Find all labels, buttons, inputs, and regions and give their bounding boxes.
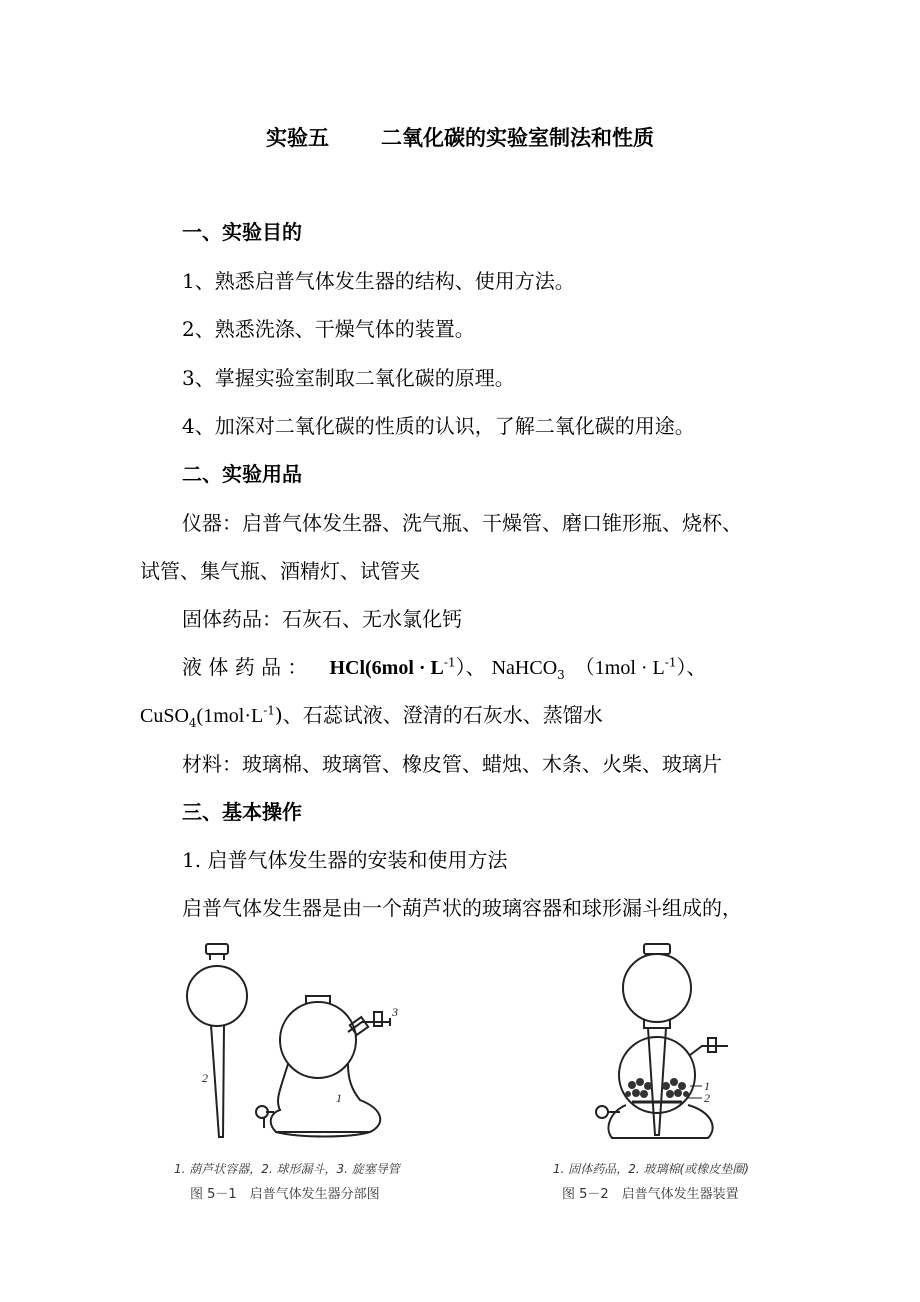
section-heading-operations: 三、基本操作 <box>182 800 302 824</box>
funnel-bulb <box>623 954 691 1022</box>
funnel-stopper <box>206 944 228 954</box>
funnel-stopper <box>644 944 670 954</box>
separator: ）、 <box>676 655 707 679</box>
liquid-reagents-rest: )、石蕊试液、澄清的石灰水、蒸馏水 <box>274 703 603 727</box>
separator: ）、 <box>455 655 486 679</box>
instruments-line-2: 试管、集气瓶、酒精灯、试管夹 <box>140 559 420 583</box>
figure1-label-3: 3 <box>392 1005 398 1019</box>
page-title <box>0 122 920 152</box>
liquid-reagents-line-1 <box>182 653 706 682</box>
subscript: 4 <box>188 716 197 730</box>
objective-item-1: 1、熟悉启普气体发生器的结构、使用方法。 <box>182 269 575 293</box>
materials: 材料：玻璃棉、玻璃管、橡皮管、蜡烛、木条、火柴、玻璃片 <box>182 752 722 776</box>
figure1-label-1: 1 <box>336 1091 342 1105</box>
subsection-kipp-apparatus: 1. 启普气体发生器的安装和使用方法 <box>182 848 508 872</box>
figure-kipp-assembled <box>580 940 760 1160</box>
cuso4-formula: CuSO <box>140 705 189 727</box>
liquid-reagents-line-2 <box>140 701 603 730</box>
instruments-line-1: 仪器：启普气体发生器、洗气瓶、干燥管、磨口锥形瓶、烧杯、 <box>182 511 742 535</box>
kipp-description: 启普气体发生器是由一个葫芦状的玻璃容器和球形漏斗组成的， <box>182 896 742 920</box>
figure2-label-2: 2 <box>704 1091 710 1105</box>
objective-item-3: 3、掌握实验室制取二氧化碳的原理。 <box>182 366 515 390</box>
objective-item-4: 4、加深对二氧化碳的性质的认识，了解二氧化碳的用途。 <box>182 414 695 438</box>
liquid-reagents-label: 液 体 药 品 ： <box>182 655 308 679</box>
figure1-caption: 图 5－1 启普气体发生器分部图 <box>190 1187 380 1202</box>
section-heading-supplies: 二、实验用品 <box>182 462 302 486</box>
title-experiment-name: 二氧化碳的实验室制法和性质 <box>381 126 654 150</box>
figure1-label-2: 2 <box>202 1071 208 1085</box>
funnel-stem <box>211 1025 224 1137</box>
funnel-stem <box>648 1028 666 1135</box>
solid-reagents: 固体药品：石灰石、无水氯化钙 <box>182 607 462 631</box>
figure2-legend: 1. 固体药品，2. 玻璃棉(或橡皮垫圈) <box>553 1162 749 1176</box>
funnel-bulb <box>187 966 247 1026</box>
title-experiment-number: 实验五 <box>266 126 329 150</box>
solid-reagent-granules <box>625 1078 689 1098</box>
figure-kipp-parts <box>180 940 430 1160</box>
figure2-label-1: 1 <box>704 1079 710 1093</box>
figure2-caption: 图 5－2 启普气体发生器装置 <box>562 1187 739 1202</box>
superscript: -1 <box>263 703 275 718</box>
section-heading-objectives: 一、实验目的 <box>182 220 302 244</box>
superscript: -1 <box>664 655 677 670</box>
vessel-upper-bulb <box>280 1002 356 1078</box>
nahco3-formula: NaHCO <box>491 657 558 679</box>
hcl-formula: HCl(6mol · L <box>329 657 444 679</box>
subscript: 3 <box>557 668 565 682</box>
figure1-legend: 1. 葫芦状容器，2. 球形漏斗，3. 旋塞导管 <box>174 1162 400 1176</box>
objective-item-2: 2、熟悉洗涤、干燥气体的装置。 <box>182 317 475 341</box>
cuso4-concentration: (1mol·L <box>196 705 264 727</box>
vessel-lower-bulb <box>271 1064 380 1132</box>
superscript: -1 <box>443 655 456 670</box>
nahco3-concentration: （1mol · L <box>574 657 665 679</box>
